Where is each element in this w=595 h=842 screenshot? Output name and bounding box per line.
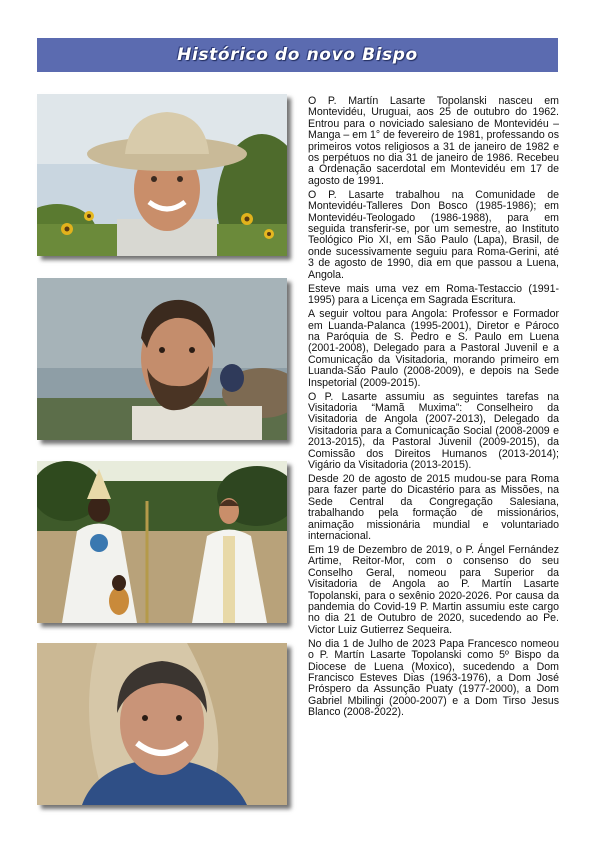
photo-bearded-man	[37, 278, 287, 440]
paragraph-early-work: O P. Lasarte trabalhou na Comunidade de Montevidéu-Talleres Don Bosco (1985-1986); em Montevidéu-Teologado (1986-1988), para em seguida transferir-se, por um semestre, ao Instituto Teológico Pio XI, em São Paulo (Lapa), Brasil, de onde sucessivamente seguiu para Roma-Gerini, até 3 de agosto de 1990, dia em que passou a Luena, Angola.	[308, 188, 559, 281]
paragraph-superior-appointment: Em 19 de Dezembro de 2019, o P. Ángel Fernández Artime, Reitor-Mor, com o consenso do seu Conselho Geral, nomeou para Superior da Visitadoria de Angola ao P. Martín Lasarte Topolanski, para o sexênio 2020-2026. Por causa da pandemia do Covid-19 P. Martin assumiu este cargo no dia 21 de Outubro de 2020, sucedendo ao Pe. Victor Luiz Gutierrez Sequeira.	[308, 544, 559, 636]
paragraph-rome-studies: Esteve mais uma vez em Roma-Testaccio (1991-1995) para a Licença em Sagrada Escritura.	[308, 282, 559, 307]
paragraph-bishop-appointment: No dia 1 de Julho de 2023 Papa Francesco nomeou o P. Martín Lasarte Topolanski como 5º Bispo da Diocese de Luena (Moxico), sucedendo a Dom Francisco Esteves Dias (1963-1976), a Dom José Próspero da Assunção Puaty (1977-2000), a Dom Gabriel Mbilingi (2000-2007) e a Dom Tirso Jesus Blanco (2008-2022).	[308, 637, 559, 719]
biography-text	[308, 96, 559, 721]
photo-man-blue-shirt	[37, 643, 287, 805]
paragraph-visitadoria-roles: O P. Lasarte assumiu as seguintes tarefas na Visitadoria “Mamã Muxima”: Conselheiro da Visitadoria de Angola (2007-2013), Delegado da Visitadoria para a Comunicação Social (2008-2009 e 2013-2015), da Pastoral Juvenil (2009-2015), da Comissão dos Direitos Humanos (2013-2014); Vigário da Visitadoria (2013-2015).	[308, 390, 559, 471]
photo-hat-sunflowers	[37, 94, 287, 256]
title-banner	[37, 38, 558, 72]
paragraph-angola-return: A seguir voltou para Angola: Professor e Formador em Luanda-Palanca (1995-2001), Diretor e Pároco na Paróquia de S. Pedro e S. Paulo em Luena (2001-2008), Delegado para a Pastoral Juvenil e a Comunicação da Visitadoria, morando primeiro em Luanda-São Paulo (2008-2009), e depois na Sede Inspetorial (2009-2015).	[308, 308, 559, 389]
photo-bishop-and-priest	[37, 461, 287, 623]
page-title: Histórico do novo Bispo	[177, 45, 418, 65]
paragraph-missions-dicastery: Desde 20 de agosto de 2015 mudou-se para Roma para fazer parte do Dicastério para as Missões, na Sede Central da Congregação Salesiana, trabalhando pela formação de missionários, animação missionária mundial e voluntariado internacional.	[308, 472, 559, 542]
paragraph-birth: O P. Martín Lasarte Topolanski nasceu em Montevidéu, Uruguai, aos 25 de outubro do 1962. Entrou para o noviciado salesiano de Montevidéu – Manga – em 1° de fevereiro de 1981, professando os primeiros votos religiosos a 31 de janeiro de 1982 e os perpétuos no dia 31 de janeiro de 1986. Recebeu a Ordenação sacerdotal em Montevidéu em 17 de agosto de 1991.	[308, 95, 559, 187]
